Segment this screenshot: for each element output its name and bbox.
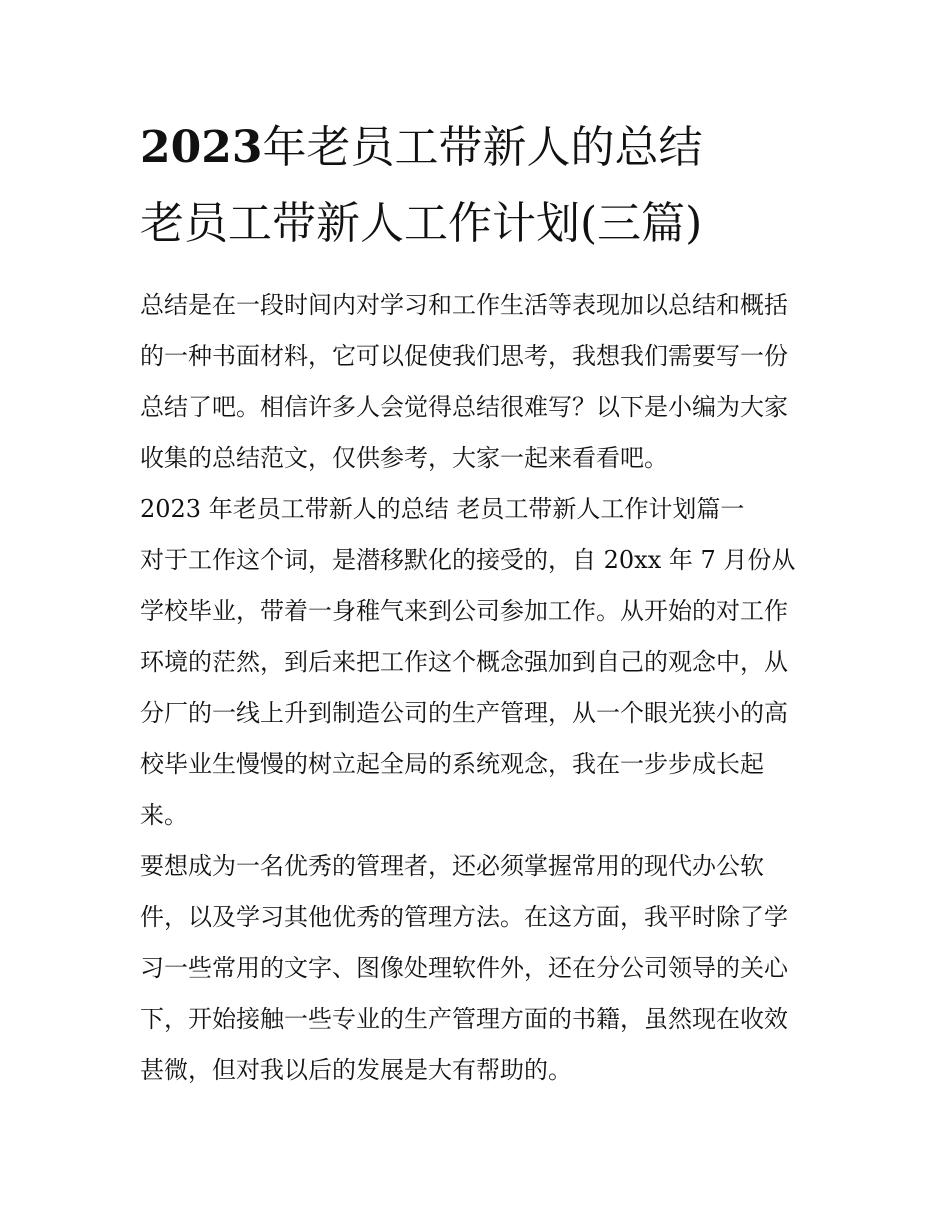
body-line: 总结是在一段时间内对学习和工作生活等表现加以总结和概括 <box>140 291 788 319</box>
section-heading: 2023 年老员工带新人的总结 老员工带新人工作计划篇一 <box>140 495 745 523</box>
body-line: 学校毕业，带着一身稚气来到公司参加工作。从开始的对工作 <box>140 597 788 625</box>
body-line: 分厂的一线上升到制造公司的生产管理，从一个眼光狭小的高 <box>140 699 788 727</box>
body-line: 下，开始接触一些专业的生产管理方面的书籍，虽然现在收效 <box>140 1005 788 1033</box>
body-line: 总结了吧。相信许多人会觉得总结很难写？以下是小编为大家 <box>140 393 788 421</box>
body-line: 环境的茫然，到后来把工作这个概念强加到自己的观念中，从 <box>140 648 788 676</box>
body-line: 来。 <box>140 801 188 829</box>
body-line: 对于工作这个词，是潜移默化的接受的，自 20xx 年 7 月份从 <box>140 546 796 574</box>
title-year: 2023 <box>140 122 263 173</box>
document-title-line-1 <box>140 120 820 176</box>
body-line: 校毕业生慢慢的树立起全局的系统观念，我在一步步成长起 <box>140 750 764 778</box>
document-title-line-2: 老员工带新人工作计划(三篇) <box>140 198 703 249</box>
body-line: 件，以及学习其他优秀的管理方法。在这方面，我平时除了学 <box>140 903 788 931</box>
body-line: 习一些常用的文字、图像处理软件外，还在分公司领导的关心 <box>140 954 788 982</box>
body-line: 收集的总结范文，仅供参考，大家一起来看看吧。 <box>140 444 668 472</box>
title-text: 年老员工带新人的总结 <box>262 122 703 173</box>
document-body <box>140 280 820 1096</box>
body-line: 要想成为一名优秀的管理者，还必须掌握常用的现代办公软 <box>140 852 764 880</box>
body-line: 甚微，但对我以后的发展是大有帮助的。 <box>140 1056 572 1084</box>
body-line: 的一种书面材料，它可以促使我们思考，我想我们需要写一份 <box>140 342 788 370</box>
